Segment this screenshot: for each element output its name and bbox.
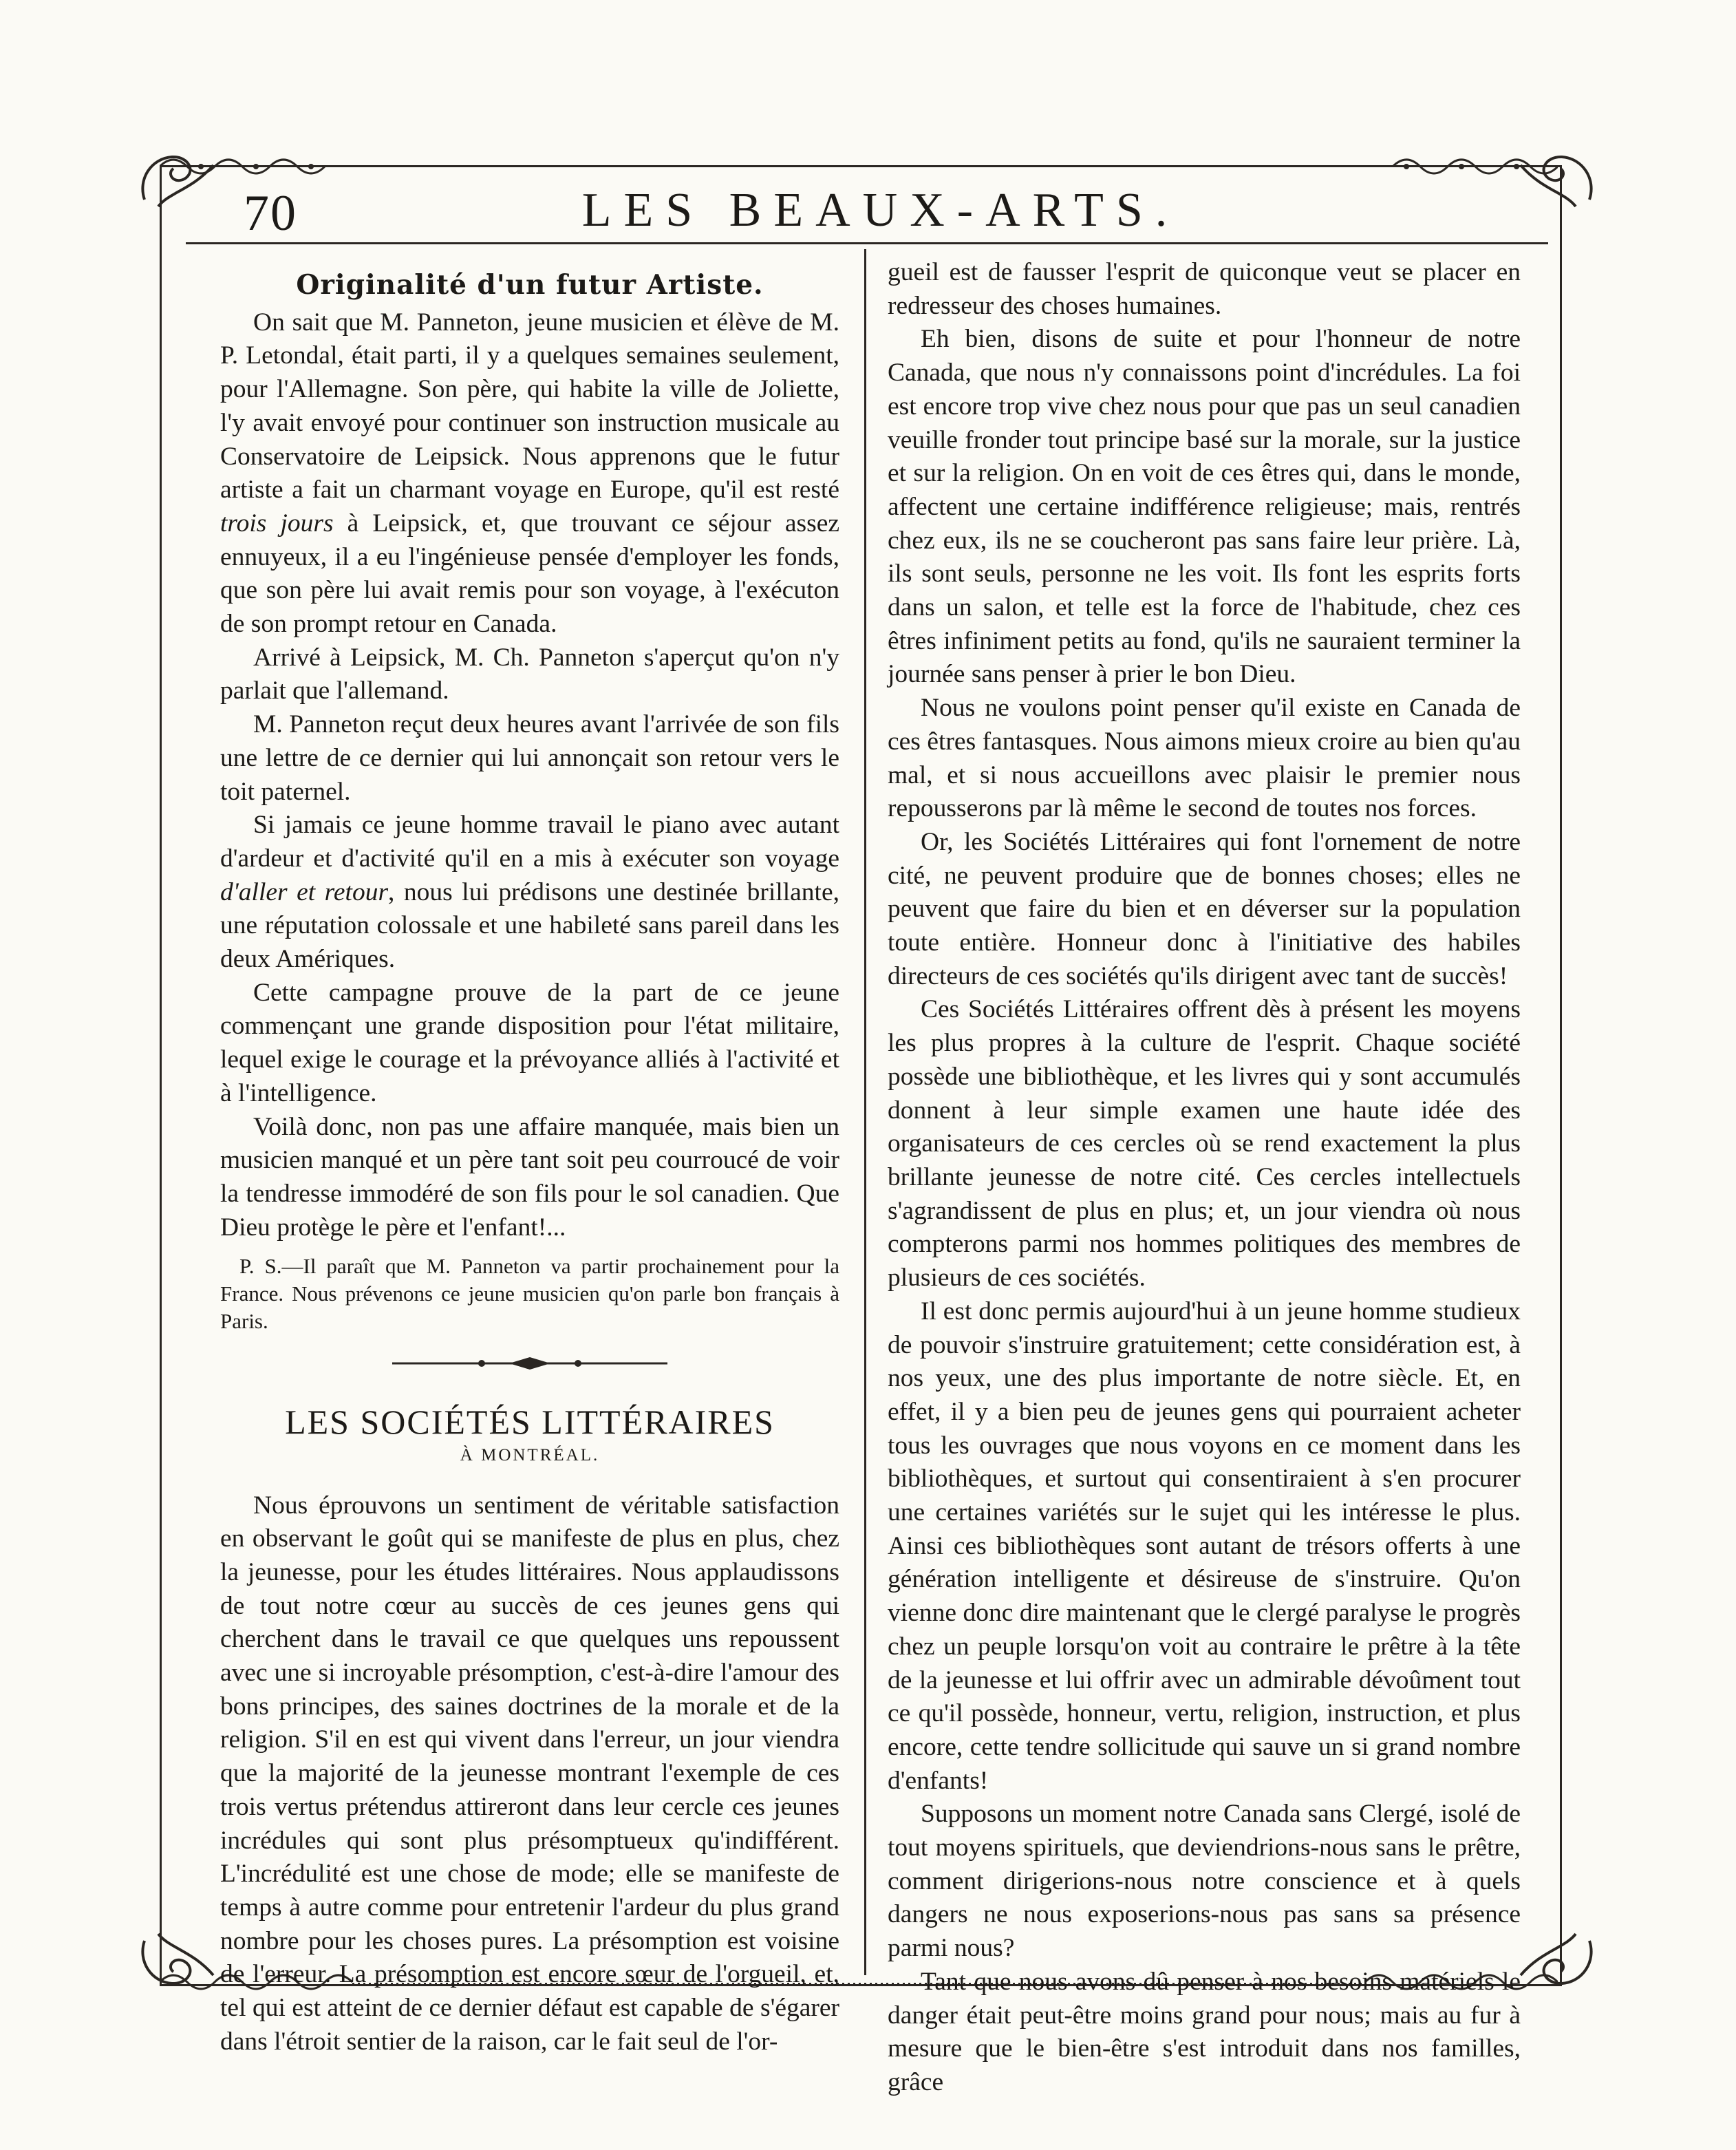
section-subtitle: À MONTRÉAL. [460,1445,600,1465]
paragraph: Tant que nous avons dû penser à nos besoins matériels le danger était peut-être moins grand pour nous; mais au fur à mesure que le bien-être s'est introduit dans nos familles, grâce [888,1967,1521,2096]
paragraph: M. Panneton reçut deux heures avant l'arrivée de son fils une lettre de ce dernier qui lui annonçait son retour vers le toit paternel. [220,710,839,806]
paragraph: Nous éprouvons un sentiment de véritable satisfaction en observant le goût qui se manifeste de plus en plus, chez la jeunesse, pour les études littéraires. Nous applaudissons de tout notre cœur au succès de ces jeunes gens qui cherchent dans le travail ce que quelques uns repoussent avec une si incroyable présomption, c'est-à-dire l'amour des bons principes, des saines doctrines de la morale et de la religion. S'il en est qui vivent dans l'erreur, un jour viendra que la majorité de la jeunesse montrant l'exemple de ces trois vertus prétendus attireront dans leur cercle ces jeunes incrédules qui sont plus présomptueux qu'indifférent. L'incrédulité est une chose de mode; elle se manifeste de temps à autre comme pour entretenir l'ardeur du plus grand nombre pour les choses pures. La présomption est voisine de l'erreur. La présomption est encore sœur de l'orgueil, et, tel qui est atteint de ce dernier défaut est capable de s'égarer dans l'étroit sentier de la raison, car le fait seul de l'or- [220,1491,839,2056]
paragraph: Ces Sociétés Littéraires offrent dès à présent les moyens les plus propres à la culture de l'esprit. Chaque société possède une bibliothèque, et les livres qui y sont accumulés donnent à leur simple examen une haute idée des organisateurs de ces cercles où se rend exactement la plus brillante jeunesse de notre cité. Ces cercles intellectuels s'agrandissent de plus en plus; et, un jour viendra où nous compterons parmi nos hommes politiques des membres de plusieurs de ces sociétés. [888,995,1521,1292]
corner-flourish-icon [131,1927,234,2003]
journal-title: LES BEAUX-ARTS. [581,184,1180,237]
right-column [888,256,1521,2100]
paragraph-text: On sait que M. Panneton, jeune musicien et élève de M. P. Letondal, était parti, il y a quelques semaines seulement, pour l'Allemagne. Son père, qui habite la ville de Joliette, l'y avait envoyé pour continuer son instruction musicale au Conservatoire de Leipsick. Nous apprenons que le futur artiste a fait un charmant voyage en Europe, qu'il est resté [220,308,839,504]
postscript [220,1253,839,1335]
paragraph: Voilà donc, non pas une affaire manquée, mais bien un musicien manqué et un père tant soit peu courroucé de voir la tendresse immodéré de son fils pour le sol canadien. Que Dieu protège le père et l'enfant!... [220,1112,839,1242]
page-number: 70 [244,185,297,242]
page-header [206,176,1555,252]
paragraph-text: , nous lui prédisons une destinée brillante, une réputation colossale et une habileté sans pareil dans les deux Amériques. [220,877,839,974]
paragraph-italic: trois jours [220,509,334,538]
article-futur-artiste [220,268,839,1335]
section-title: LES SOCIÉTÉS LITTÉRAIRES [285,1403,775,1442]
paragraph: Eh bien, disons de suite et pour l'honneur de notre Canada, que nous n'y connaissons point d'incrédules. La foi est encore trop vive chez nous pour que pas un seul canadien veuille fronder tout principe basé sur la morale, sur la justice et sur la religion. On en voit de ces êtres qui, dans le monde, affectent une certaine indifférence religieuse; mais, rentrés chez eux, ils ne se coucheront pas sans faire leur prière. Là, ils sont seuls, personne ne les voit. Ils font les esprits forts dans un salon, et telle est la force de l'habitude, chez ces êtres infiniment petits au fond, qu'ils ne sauraient terminer la journée sans penser à prier le bon Dieu. [888,325,1521,689]
paragraph: Or, les Sociétés Littéraires qui font l'ornement de notre cité, ne peuvent produire que de bonnes choses; elles ne peuvent que faire du bien et en déverser sur la population toute entière. Honneur donc à l'initiative des habiles directeurs de ces sociétés qu'ils dirigent avec tant de succès! [888,827,1521,990]
paragraph-italic: d'aller et retour [220,877,389,906]
article-title: Originalité d'un futur Artiste. [296,269,764,301]
article-societes-litteraires [220,1405,839,2058]
header-rule [186,242,1548,244]
left-column [220,268,839,2058]
paragraph: Supposons un moment notre Canada sans Clergé, isolé de tout moyens spirituels, que deviendrions-nous sans le prêtre, comment dirigerions-nous notre conscience et à quels dangers ne nous exposerions-nous pas sans sa présence parmi nous? [888,1800,1521,1963]
paragraph: Il est donc permis aujourd'hui à un jeune homme studieux de pouvoir s'instruire gratuitement; cette considération est, à nos yeux, une des plus importante de notre siècle. Et, en effet, il y a bien peu de jeunes gens qui pourraient acheter tous les ouvrages que nous voyons en ce moment dans les bibliothèques, et surtout qui consentiraient à s'en procurer une certaines variétés sur le sujet qui les intéresse le plus. Ainsi ces bibliothèques sont autant de trésors offerts à une génération intelligente et désireuse de s'instruire. Qu'on vienne donc dire maintenant que le clergé paralyse le progrès chez un peuple lorsqu'on voit au contraire le prêtre à la tête de la jeunesse et lui offrir avec un admirable dévoûment tout ce qu'il possède, honneur, vertu, religion, instruction, et plus encore, cette tendre sollicitude qui sauve un si grand nombre d'enfants! [888,1297,1521,1795]
column-divider [864,249,866,1975]
paragraph-text: Si jamais ce jeune homme travail le piano avec autant d'ardeur et d'activité qu'il en a mis à exécuter son voyage [220,811,839,873]
paragraph-text: à Leipsick, et, que trouvant ce séjour assez ennuyeux, il a eu l'ingénieuse pensée d'employer les fonds, que son père lui avait remis pour son voyage, à l'exécuton de son prompt retour en Canada. [220,509,839,639]
paragraph: Nous ne voulons point penser qu'il existe en Canada de ces êtres fantasques. Nous aimons mieux croire au bien qu'au mal, et si nous accueillons avec plaisir le premier nous repousserons par là même le second de toutes nos forces. [888,694,1521,823]
paragraph: gueil est de fausser l'esprit de quiconque veut se placer en redresseur des choses humaines. [888,258,1521,320]
paragraph: Arrivé à Leipsick, M. Ch. Panneton s'aperçut qu'on n'y parlait que l'allemand. [220,643,839,705]
paragraph [220,306,839,641]
postscript-text: P. S.—Il paraît que M. Panneton va partir prochainement pour la France. Nous prévenons ce jeune musicien qu'on parle bon français à Paris. [220,1254,839,1334]
paragraph: Cette campagne prouve de la part de ce jeune commençant une grande disposition pour l'état militaire, lequel exige le courage et la prévoyance alliés à l'activité et à l'intelligence. [220,978,839,1107]
section-separator-icon [220,1353,839,1374]
paragraph [220,809,839,977]
